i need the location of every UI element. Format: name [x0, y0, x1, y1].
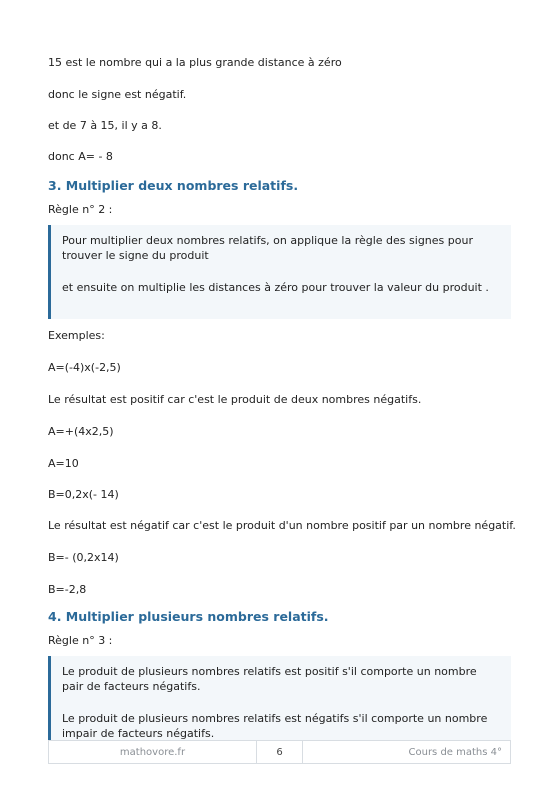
rule-box: [48, 225, 511, 319]
footer-site[interactable]: mathovore.fr: [48, 741, 256, 763]
example-line: B=- (0,2x14): [48, 551, 119, 564]
example-line: A=(-4)x(-2,5): [48, 361, 121, 374]
rule-text: Le produit de plusieurs nombres relatifs est négatifs s'il comporte un nombre impair de facteurs négatifs.: [62, 712, 488, 740]
footer-page-number: 6: [256, 741, 303, 763]
rule-text: et ensuite on multiplie les distances à zéro pour trouver la valeur du produit .: [62, 281, 489, 294]
examples-label: Exemples:: [48, 329, 105, 342]
rule-text: Le produit de plusieurs nombres relatifs est positif s'il comporte un nombre pair de facteurs négatifs.: [62, 665, 477, 693]
text-line: donc A= - 8: [48, 150, 113, 163]
rule-box: [48, 656, 511, 742]
example-line: B=0,2x(- 14): [48, 488, 119, 501]
example-line: Le résultat est négatif car c'est le produit d'un nombre positif par un nombre négatif.: [48, 519, 516, 532]
section-heading-4: 4. Multiplier plusieurs nombres relatifs.: [48, 609, 329, 624]
section-heading-3: 3. Multiplier deux nombres relatifs.: [48, 178, 299, 193]
text-line: donc le signe est négatif.: [48, 88, 187, 101]
example-line: A=+(4x2,5): [48, 425, 114, 438]
text-line: 15 est le nombre qui a la plus grande distance à zéro: [48, 56, 342, 69]
text-line: et de 7 à 15, il y a 8.: [48, 119, 162, 132]
rule-label: Règle n° 3 :: [48, 634, 113, 647]
example-line: Le résultat est positif car c'est le produit de deux nombres négatifs.: [48, 393, 422, 406]
example-line: B=-2,8: [48, 583, 87, 596]
rule-label: Règle n° 2 :: [48, 203, 113, 216]
rule-text: Pour multiplier deux nombres relatifs, on applique la règle des signes pour trouver le signe du produit: [62, 234, 473, 262]
example-line: A=10: [48, 457, 79, 470]
page-footer: [48, 740, 511, 764]
footer-course: Cours de maths 4°: [303, 741, 511, 763]
